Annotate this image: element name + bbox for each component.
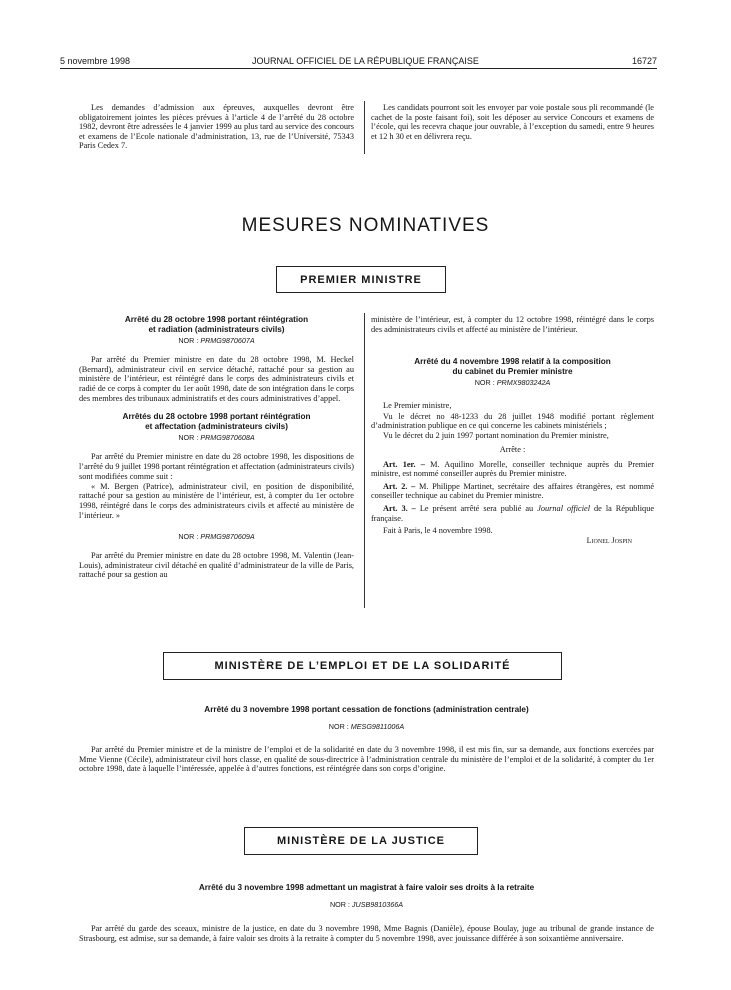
nor-code: PRMG9870607A <box>200 336 255 346</box>
nor-code: MESG9811006A <box>350 722 405 731</box>
article-3-fait: Fait à Paris, le 4 novembre 1998. <box>383 526 493 536</box>
art-3-label: Art. 3. – <box>383 503 416 513</box>
justice-article-body <box>79 924 654 944</box>
article-1-body <box>79 355 354 403</box>
nor-label: NOR : <box>328 722 349 731</box>
nor-label: NOR : <box>178 336 199 346</box>
section-box-premier-ministre: PREMIER MINISTRE <box>276 266 446 293</box>
nor-code: PRMX9803242A <box>496 378 551 388</box>
art-3-journal: Journal officiel <box>537 503 591 513</box>
article-1-nor <box>79 336 354 345</box>
intro-right-paragraph: Les candidats pourront soit les envoyer par voie postale sous pli recommandé (le cachet de la poste faisant foi), soit les déposer au service Concours et examens de l’école, qui les recevra chaque jour ouvrable, à l’exception du samedi, entre 9 heures et 12 h 30 et en délivrera reçu. <box>371 103 654 141</box>
article-1-title <box>79 315 354 334</box>
article-3-title-line-2: du cabinet du Premier ministre <box>452 366 573 376</box>
article-2b-paragraph: Par arrêté du Premier ministre en date du 28 octobre 1998, M. Valentin (Jean-Louis), administrateur civil détaché en qualité d’administrateur de la ville de Paris, rattaché pour sa gestion au <box>79 551 354 580</box>
article-2-paragraph-1: Par arrêté du Premier ministre en date du 28 octobre 1998, les dispositions de l’arrêté du 9 juillet 1998 portant réintégration et affectation (administrateurs civils) sont modifiées comme suit : <box>79 452 354 481</box>
article-3-preamble: Le Premier ministre, <box>383 401 452 411</box>
continuation-paragraph: ministère de l’intérieur, est, à compter du 12 octobre 1998, réintégré dans le corps des administrateurs civils et affecté au ministère de l’intérieur. <box>371 315 654 334</box>
justice-article-title: Arrêté du 3 novembre 1998 admettant un magistrat à faire valoir ses droits à la retraite <box>198 883 535 892</box>
nor-label: NOR : <box>474 378 495 388</box>
article-3-art-3 <box>371 504 654 523</box>
section-box-emploi: MINISTÈRE DE L’EMPLOI ET DE LA SOLIDARITÉ <box>163 652 562 680</box>
nor-label: NOR : <box>178 532 199 542</box>
header-title: JOURNAL OFFICIEL DE LA RÉPUBLIQUE FRANÇAISE <box>252 56 479 66</box>
article-2-title-line-2: et affectation (administrateurs civils) <box>145 421 288 431</box>
header-page-number: 16727 <box>631 56 657 66</box>
intro-left-column <box>79 103 354 152</box>
section-box-justice: MINISTÈRE DE LA JUSTICE <box>244 827 478 855</box>
article-3-art-1 <box>371 460 654 479</box>
emploi-article-body <box>79 745 654 774</box>
nor-label: NOR : <box>178 433 199 443</box>
art-1-label: Art. 1er. – <box>383 459 425 469</box>
article-2-title-line-1: Arrêtés du 28 octobre 1998 portant réintégration <box>122 412 311 422</box>
article-3-art-2 <box>371 482 654 501</box>
art-3-text-a: Le présent arrêté sera publié au <box>419 503 534 513</box>
pm-right-column <box>371 315 654 546</box>
nor-code: PRMG9870608A <box>200 433 255 443</box>
header-date: 5 novembre 1998 <box>60 56 131 66</box>
article-1-title-line-1: Arrêté du 28 octobre 1998 portant réintégration <box>124 315 309 324</box>
intro-left-paragraph: Les demandes d’admission aux épreuves, auxquelles devront être obligatoirement jointes les pièces prévues à l’article 4 de l’arrêté du 28 octobre 1982, devront être adressées le 4 janvier 1999 au plus tard au service des concours et examens de l’Ecole nationale d’administration, 13, rue de l’Université, 75343 Paris Cedex 7. <box>79 103 354 151</box>
emploi-article-nor <box>79 722 654 731</box>
art-3-text-b: de la République française. <box>371 503 655 523</box>
article-2-body <box>79 452 354 520</box>
column-divider-pm <box>364 313 365 608</box>
article-3-visa-2: Vu le décret du 2 juin 1997 portant nomination du Premier ministre, <box>383 431 609 441</box>
article-2-paragraph-2: « M. Bergen (Patrice), administrateur civil, en position de disponibilité, rattaché pour sa gestion au ministère de l’intérieur, est, à compter du 1er octobre 1998, réintégré dans le corps des administrateurs civils et affecté au ministère de l’intérieur. » <box>79 481 354 520</box>
main-title: MESURES NOMINATIVES <box>241 215 490 236</box>
article-2b-nor <box>79 532 354 541</box>
article-2-nor <box>79 433 354 442</box>
article-2b-continuation <box>371 315 654 334</box>
article-2b-body <box>79 551 354 580</box>
arrete-heading: Arrête : <box>499 444 526 454</box>
article-3-title-line-1: Arrêté du 4 novembre 1998 relatif à la composition <box>414 357 611 367</box>
emploi-article-title: Arrêté du 3 novembre 1998 portant cessation de fonctions (administration centrale) <box>204 705 529 714</box>
art-2-label: Art. 2. – <box>383 481 416 491</box>
signature: Lionel Jospin <box>586 536 632 546</box>
emploi-paragraph: Par arrêté du Premier ministre et de la ministre de l’emploi et de la solidarité en date du 3 novembre 1998, il est mis fin, sur sa demande, aux fonctions exercées par Mme Vienne (Cécile), administrateur civil hors classe, en qualité de sous-directrice à l’administration centrale du ministère de l’emploi et de la solidarité, à compter du 1er octobre 1998, date à laquelle l’intéressée, appelée à d’autres fonctions, est réintégrée dans son corps d’origine. <box>79 745 654 774</box>
intro-right-column <box>371 103 654 142</box>
column-divider-top <box>364 101 365 154</box>
art-2-text: M. Philippe Martinet, secrétaire des affaires étrangères, est nommé conseiller technique au cabinet du Premier ministre. <box>371 481 655 501</box>
article-1-title-line-2: et radiation (administrateurs civils) <box>148 324 285 334</box>
article-3-signature <box>371 536 654 546</box>
nor-code: PRMG9870609A <box>200 532 255 542</box>
article-3-body <box>371 401 654 546</box>
header-rule <box>60 68 657 69</box>
pm-left-column <box>79 315 354 580</box>
article-3-title <box>371 357 654 376</box>
article-1-paragraph: Par arrêté du Premier ministre en date du 28 octobre 1998, M. Heckel (Bernard), administrateur civil en service détaché, rattaché pour sa gestion au ministère de l’intérieur, est réintégré dans le corps des administrateurs civils et radié de ce corps à compter du 1er août 1998, date de son intégration dans le corps des membres des tribunaux administratifs et des cours administratives d’appel. <box>79 355 354 403</box>
justice-article-nor <box>79 900 654 909</box>
art-1-text: M. Aquilino Morelle, conseiller technique auprès du Premier ministre, est nommé conseiller auprès du Premier ministre. <box>371 459 654 479</box>
article-2-title <box>79 412 354 431</box>
justice-paragraph: Par arrêté du garde des sceaux, ministre de la justice, en date du 3 novembre 1998, Mme Bagnis (Danièle), épouse Boulay, juge au tribunal de grande instance de Strasbourg, est admise, sur sa demande, à faire valoir ses droits à la retraite à compter du 5 novembre 1998, avec jouissance différée à son soixantième anniversaire. <box>79 924 654 943</box>
article-3-nor <box>371 378 654 387</box>
nor-code: JUSB9810366A <box>351 900 404 909</box>
nor-label: NOR : <box>329 900 350 909</box>
article-3-visa-1: Vu le décret no 48-1233 du 28 juillet 1948 modifié portant règlement d’administration publique en ce qui concerne les cabinets ministériels ; <box>371 411 654 431</box>
